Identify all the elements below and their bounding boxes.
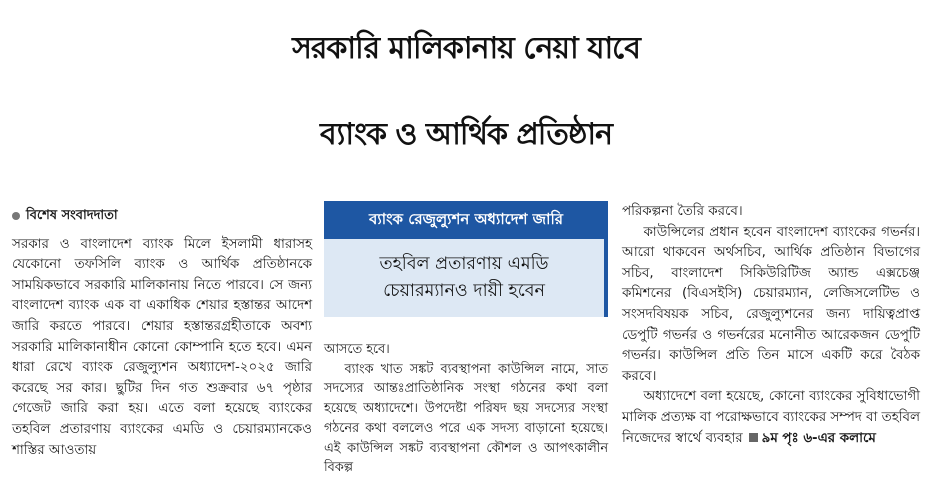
column-1-paragraph: সরকার ও বাংলাদেশ ব্যাংক মিলে ইসলামী ধারাসহ যেকোনো তফসিলি ব্যাংক ও আর্থিক প্রতিষ্ঠানকে সাময়িকভাবে সরকারি মালিকানায় নিতে পারবে। সে জন্য বাংলাদেশ ব্যাংক এক বা একাধিক শেয়ার হস্তান্তর আদেশ জারি করতে পারবে। শেয়ার হস্তান্তরগ্রহীতাকে অবশ্য সরকারি মালিকানাধীন কোনো কোম্পানি হতে হবে। এমন ধারা রেখে ব্যাংক রেজুল্যুশন অধ্যাদেশ-২০২৫ জারি করেছে সর কার। ছুটির দিন গত শুক্রবার ৬৭ পৃষ্ঠার গেজেট জারি করা হয়। এতে বলা হয়েছে ব্যাংকের তহবিল প্রতারণায় ব্যাংকের এমডি ও চেয়ারম্যানকেও শাস্তির আওতায় — [12, 236, 312, 458]
article-column-1 — [12, 206, 312, 461]
byline — [12, 206, 312, 227]
square-bullet-icon — [749, 433, 758, 442]
column-3-paragraph-3-text: অধ্যাদেশে বলা হয়েছে, কোনো ব্যাংকের সুবিধাভোগী মালিক প্রত্যক্ষ বা পরোক্ষভাবে ব্যাংকের সম্পদ বা তহবিল নিজেদের স্বার্থে ব্যবহার — [622, 389, 920, 446]
column-2-paragraph-2: ব্যাংক খাত সঙ্কট ব্যবস্থাপনা কাউন্সিল নামে, সাত সদস্যের আন্তঃপ্রাতিষ্ঠানিক সংস্থা গঠনের কথা বলা হয়েছে অধ্যাদেশে। উপদেষ্টা পরিষদ ছয় সদস্যের সংস্থা গঠনের কথা বললেও পরে এক সদস্য বাড়ানো হয়েছে। এই কাউন্সিল সঙ্কট ব্যবস্থাপনা কৌশল ও আপৎকালীন বিকল্প — [324, 361, 608, 476]
article-column-2 — [324, 340, 608, 478]
continuation-jump-link[interactable]: ৯ম পৃঃ ৬-এর কলামে — [761, 430, 876, 446]
column-3-paragraph-1: পরিকল্পনা তৈরি করবে। — [622, 204, 743, 219]
article-column-3 — [622, 202, 920, 449]
sidebox-line-2: চেয়ারম্যানও দায়ী হবেন — [383, 281, 545, 301]
column-3-paragraph-3 — [622, 387, 920, 449]
sidebox-body — [324, 239, 608, 317]
headline-line-2: ব্যাংক ও আর্থিক প্রতিষ্ঠান — [319, 117, 613, 152]
sidebox-line-1: তহবিল প্রতারণায় এমডি — [379, 254, 549, 274]
bullet-icon — [12, 212, 20, 220]
column-3-paragraph-2: কাউন্সিলের প্রধান হবেন বাংলাদেশ ব্যাংকের গভর্নর। আরো থাকবেন অর্থসচিব, আর্থিক প্রতিষ্ঠান বিভাগের সচিব, বাংলাদেশ সিকিউরিটিজ অ্যান্ড এক্সচেঞ্জ কমিশনের (বিএসইসি) চেয়ারম্যান, লেজিসলেটিভ ও সংসদবিষয়ক সচিব, রেজুল্যুশনের জন্য দায়িত্বপ্রাপ্ত ডেপুটি গভর্নর ও গভর্নরের মনোনীত আরেকজন ডেপুটি গভর্নর। কাউন্সিল প্রতি তিন মাসে একটি করে বৈঠক করবে। — [622, 224, 920, 384]
headline-line-1: সরকারি মালিকানায় নেয়া যাবে — [292, 31, 640, 66]
sidebox-header: ব্যাংক রেজুল্যুশন অধ্যাদেশ জারি — [324, 201, 608, 239]
byline-text: বিশেষ সংবাদদাতা — [26, 208, 118, 223]
column-2-paragraph-1: আসতে হবে। — [324, 342, 390, 357]
